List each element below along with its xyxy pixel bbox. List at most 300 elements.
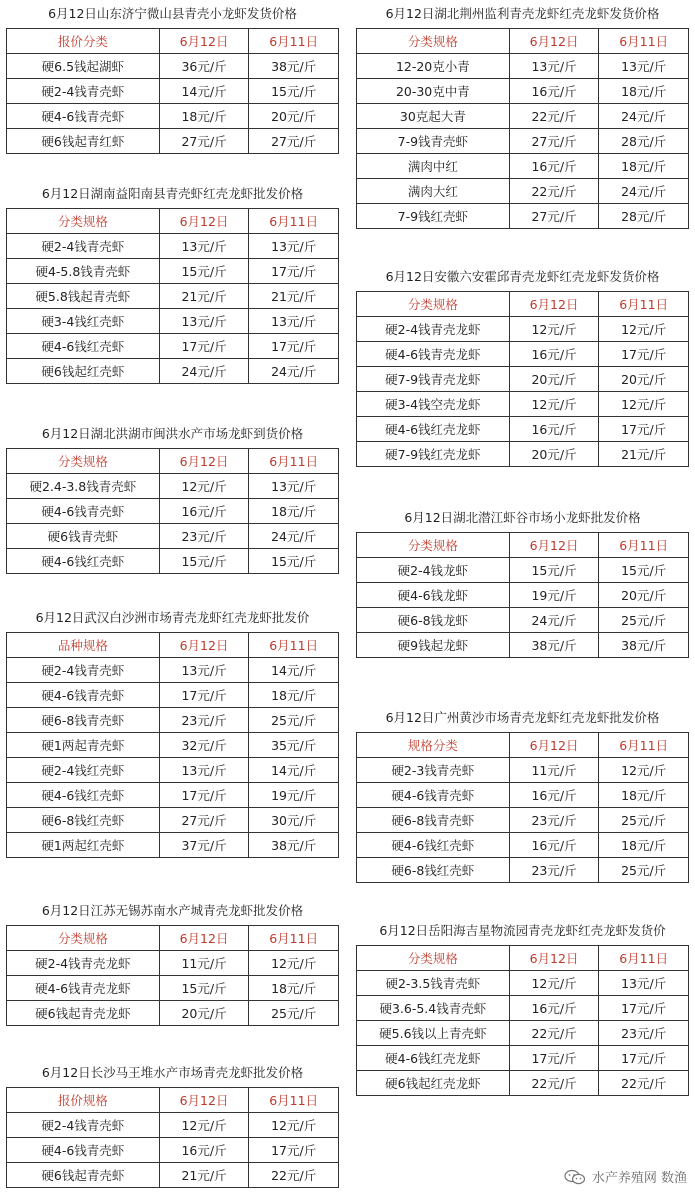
price-cell: 11元/斤 xyxy=(509,758,599,783)
price-table xyxy=(6,208,339,384)
table-row xyxy=(7,79,339,104)
table-row xyxy=(7,833,339,858)
spec-cell: 20-30克中青 xyxy=(357,79,510,104)
table-row xyxy=(357,317,689,342)
header-cell: 分类规格 xyxy=(7,209,160,234)
price-cell: 13元/斤 xyxy=(159,309,249,334)
table-title: 6月12日山东济宁微山县青壳小龙虾发货价格 xyxy=(48,6,297,21)
price-cell: 15元/斤 xyxy=(159,976,249,1001)
header-cell: 分类规格 xyxy=(357,29,510,54)
price-cell: 12元/斤 xyxy=(249,951,339,976)
price-cell: 14元/斤 xyxy=(159,79,249,104)
price-cell: 13元/斤 xyxy=(599,971,689,996)
spec-cell: 硬6钱起青壳龙虾 xyxy=(7,1001,160,1026)
table-row xyxy=(357,204,689,229)
price-cell: 24元/斤 xyxy=(509,608,599,633)
header-cell: 6月12日 xyxy=(159,633,249,658)
table-title: 6月12日长沙马王堆水产市场青壳龙虾批发价格 xyxy=(41,1065,304,1080)
price-cell: 14元/斤 xyxy=(249,658,339,683)
price-cell: 24元/斤 xyxy=(159,359,249,384)
table-row xyxy=(7,309,339,334)
price-cell: 22元/斤 xyxy=(509,179,599,204)
spec-cell: 硬4-6钱龙虾 xyxy=(357,583,510,608)
price-cell: 18元/斤 xyxy=(599,154,689,179)
header-cell: 6月11日 xyxy=(599,29,689,54)
price-cell: 17元/斤 xyxy=(599,342,689,367)
spec-cell: 硬6-8钱红壳虾 xyxy=(357,858,510,883)
price-cell: 25元/斤 xyxy=(249,1001,339,1026)
table-row xyxy=(7,733,339,758)
price-cell: 37元/斤 xyxy=(159,833,249,858)
price-cell: 15元/斤 xyxy=(509,558,599,583)
spec-cell: 硬4-6钱青壳虾 xyxy=(7,683,160,708)
price-cell: 25元/斤 xyxy=(599,808,689,833)
table-row xyxy=(357,392,689,417)
table-row xyxy=(7,1163,339,1188)
table-row xyxy=(7,976,339,1001)
price-cell: 30元/斤 xyxy=(249,808,339,833)
spec-cell: 硬4-6钱红壳龙虾 xyxy=(357,1046,510,1071)
price-cell: 19元/斤 xyxy=(509,583,599,608)
spec-cell: 硬4-6钱青壳龙虾 xyxy=(357,342,510,367)
price-cell: 13元/斤 xyxy=(509,54,599,79)
header-cell: 6月12日 xyxy=(159,209,249,234)
price-cell: 14元/斤 xyxy=(249,758,339,783)
spec-cell: 硬1两起红壳虾 xyxy=(7,833,160,858)
price-cell: 13元/斤 xyxy=(249,309,339,334)
price-cell: 12元/斤 xyxy=(249,1113,339,1138)
price-cell: 16元/斤 xyxy=(509,833,599,858)
price-table-block xyxy=(6,1065,339,1188)
price-table xyxy=(356,28,689,229)
header-cell: 分类规格 xyxy=(7,449,160,474)
table-row xyxy=(7,334,339,359)
table-header-row xyxy=(357,533,689,558)
table-title: 6月12日湖南益阳南县青壳虾红壳龙虾批发价格 xyxy=(41,186,304,201)
price-cell: 23元/斤 xyxy=(509,808,599,833)
spec-cell: 硬9钱起龙虾 xyxy=(357,633,510,658)
header-cell: 6月11日 xyxy=(249,633,339,658)
header-cell: 6月11日 xyxy=(249,209,339,234)
price-cell: 12元/斤 xyxy=(509,392,599,417)
price-cell: 12元/斤 xyxy=(599,317,689,342)
price-table xyxy=(356,945,689,1096)
table-row xyxy=(7,359,339,384)
price-cell: 32元/斤 xyxy=(159,733,249,758)
price-cell: 15元/斤 xyxy=(249,79,339,104)
price-cell: 13元/斤 xyxy=(249,474,339,499)
price-cell: 24元/斤 xyxy=(249,524,339,549)
spec-cell: 硬2-4钱青壳龙虾 xyxy=(357,317,510,342)
watermark-text: 水产养殖网 数渔 xyxy=(591,1171,687,1186)
price-cell: 22元/斤 xyxy=(599,1071,689,1096)
header-cell: 分类规格 xyxy=(357,946,510,971)
table-header-row xyxy=(7,29,339,54)
table-row xyxy=(357,104,689,129)
header-cell: 6月11日 xyxy=(249,29,339,54)
price-cell: 11元/斤 xyxy=(159,951,249,976)
price-cell: 24元/斤 xyxy=(599,179,689,204)
spec-cell: 硬6钱起青红虾 xyxy=(7,129,160,154)
spec-cell: 硬6-8钱青壳虾 xyxy=(357,808,510,833)
table-row xyxy=(357,758,689,783)
spec-cell: 硬6钱起青壳虾 xyxy=(7,1163,160,1188)
table-title: 6月12日安徽六安霍邱青壳龙虾红壳龙虾发货价格 xyxy=(385,269,660,284)
header-cell: 报价规格 xyxy=(7,1088,160,1113)
header-cell: 6月12日 xyxy=(159,29,249,54)
spec-cell: 硬2-4钱青壳虾 xyxy=(7,658,160,683)
spec-cell: 硬6-8钱龙虾 xyxy=(357,608,510,633)
table-row xyxy=(7,474,339,499)
price-cell: 20元/斤 xyxy=(509,442,599,467)
header-cell: 6月12日 xyxy=(509,29,599,54)
table-title: 6月12日湖北洪湖市闽洪水产市场龙虾到货价格 xyxy=(41,426,304,441)
header-cell: 6月12日 xyxy=(159,1088,249,1113)
table-row xyxy=(357,367,689,392)
price-cell: 21元/斤 xyxy=(249,284,339,309)
price-cell: 16元/斤 xyxy=(509,342,599,367)
price-cell: 12元/斤 xyxy=(159,474,249,499)
spec-cell: 硬6钱起红壳虾 xyxy=(7,359,160,384)
price-table xyxy=(6,28,339,154)
spec-cell: 硬6-8钱红壳虾 xyxy=(7,808,160,833)
spec-cell: 硬2-4钱青壳虾 xyxy=(7,79,160,104)
table-row xyxy=(357,608,689,633)
spec-cell: 硬3.6-5.4钱青壳虾 xyxy=(357,996,510,1021)
price-cell: 15元/斤 xyxy=(159,549,249,574)
price-cell: 13元/斤 xyxy=(249,234,339,259)
table-row xyxy=(357,1021,689,1046)
price-table-block xyxy=(356,6,689,229)
watermark xyxy=(564,1167,687,1186)
table-title: 6月12日武汉白沙洲市场青壳龙虾红壳龙虾批发价 xyxy=(35,610,310,625)
table-row xyxy=(357,558,689,583)
price-cell: 22元/斤 xyxy=(509,1071,599,1096)
spec-cell: 硬4-6钱红壳虾 xyxy=(7,549,160,574)
table-title: 6月12日湖北荆州监利青壳龙虾红壳龙虾发货价格 xyxy=(385,6,660,21)
spec-cell: 硬3-4钱空壳龙虾 xyxy=(357,392,510,417)
price-cell: 17元/斤 xyxy=(599,1046,689,1071)
price-cell: 28元/斤 xyxy=(599,204,689,229)
spec-cell: 硬2-4钱龙虾 xyxy=(357,558,510,583)
price-cell: 27元/斤 xyxy=(159,129,249,154)
price-cell: 17元/斤 xyxy=(159,683,249,708)
spec-cell: 硬2.4-3.8钱青壳虾 xyxy=(7,474,160,499)
table-row xyxy=(357,833,689,858)
price-table xyxy=(6,925,339,1026)
table-row xyxy=(357,633,689,658)
price-cell: 17元/斤 xyxy=(249,1138,339,1163)
spec-cell: 硬2-4钱青壳龙虾 xyxy=(7,951,160,976)
spec-cell: 7-9钱红壳虾 xyxy=(357,204,510,229)
spec-cell: 硬1两起青壳虾 xyxy=(7,733,160,758)
price-cell: 13元/斤 xyxy=(159,758,249,783)
price-cell: 17元/斤 xyxy=(249,334,339,359)
price-cell: 16元/斤 xyxy=(509,996,599,1021)
price-cell: 20元/斤 xyxy=(249,104,339,129)
spec-cell: 硬2-4钱青壳虾 xyxy=(7,1113,160,1138)
table-header-row xyxy=(357,29,689,54)
table-row xyxy=(357,996,689,1021)
price-cell: 16元/斤 xyxy=(509,154,599,179)
table-header-row xyxy=(7,449,339,474)
price-cell: 25元/斤 xyxy=(599,608,689,633)
price-table-block xyxy=(6,426,339,574)
header-cell: 6月11日 xyxy=(599,533,689,558)
spec-cell: 硬4-5.8钱青壳虾 xyxy=(7,259,160,284)
spec-cell: 硬4-6钱青壳龙虾 xyxy=(7,976,160,1001)
header-cell: 分类规格 xyxy=(357,292,510,317)
table-row xyxy=(7,1113,339,1138)
spec-cell: 硬4-6钱青壳虾 xyxy=(7,499,160,524)
header-cell: 规格分类 xyxy=(357,733,510,758)
table-row xyxy=(7,1001,339,1026)
table-row xyxy=(7,758,339,783)
price-cell: 19元/斤 xyxy=(249,783,339,808)
header-cell: 报价分类 xyxy=(7,29,160,54)
table-title: 6月12日湖北潜江虾谷市场小龙虾批发价格 xyxy=(404,510,641,525)
header-cell: 6月12日 xyxy=(159,926,249,951)
price-cell: 23元/斤 xyxy=(159,524,249,549)
table-row xyxy=(7,1138,339,1163)
price-table xyxy=(356,291,689,467)
price-table-block xyxy=(6,903,339,1026)
price-table-block xyxy=(356,923,689,1096)
price-cell: 38元/斤 xyxy=(249,833,339,858)
table-row xyxy=(7,549,339,574)
price-table xyxy=(356,732,689,883)
header-cell: 6月12日 xyxy=(509,292,599,317)
header-cell: 6月11日 xyxy=(599,733,689,758)
header-cell: 6月12日 xyxy=(509,533,599,558)
price-table xyxy=(6,1087,339,1188)
price-cell: 18元/斤 xyxy=(599,833,689,858)
table-row xyxy=(7,524,339,549)
table-row xyxy=(7,658,339,683)
price-cell: 20元/斤 xyxy=(599,367,689,392)
spec-cell: 满肉大红 xyxy=(357,179,510,204)
table-title: 6月12日广州黄沙市场青壳龙虾红壳龙虾批发价格 xyxy=(385,710,660,725)
price-cell: 12元/斤 xyxy=(509,317,599,342)
table-row xyxy=(7,808,339,833)
price-cell: 38元/斤 xyxy=(249,54,339,79)
price-table xyxy=(6,632,339,858)
price-table-block xyxy=(6,186,339,384)
price-cell: 38元/斤 xyxy=(509,633,599,658)
price-table xyxy=(356,532,689,658)
price-cell: 16元/斤 xyxy=(159,499,249,524)
table-row xyxy=(7,129,339,154)
table-row xyxy=(7,783,339,808)
table-header-row xyxy=(7,926,339,951)
header-cell: 分类规格 xyxy=(7,926,160,951)
table-row xyxy=(357,1071,689,1096)
price-cell: 12元/斤 xyxy=(509,971,599,996)
price-cell: 24元/斤 xyxy=(599,104,689,129)
price-cell: 22元/斤 xyxy=(509,104,599,129)
table-row xyxy=(357,54,689,79)
header-cell: 6月11日 xyxy=(249,449,339,474)
table-header-row xyxy=(357,946,689,971)
table-row xyxy=(357,971,689,996)
price-cell: 17元/斤 xyxy=(159,334,249,359)
spec-cell: 硬7-9钱青壳龙虾 xyxy=(357,367,510,392)
table-header-row xyxy=(357,733,689,758)
price-cell: 12元/斤 xyxy=(599,392,689,417)
price-cell: 23元/斤 xyxy=(599,1021,689,1046)
table-title: 6月12日岳阳海吉星物流园青壳龙虾红壳龙虾发货价 xyxy=(379,923,666,938)
header-cell: 6月12日 xyxy=(159,449,249,474)
spec-cell: 12-20克小青 xyxy=(357,54,510,79)
spec-cell: 硬2-3钱青壳虾 xyxy=(357,758,510,783)
price-cell: 15元/斤 xyxy=(159,259,249,284)
price-table xyxy=(6,448,339,574)
spec-cell: 硬4-6钱红壳虾 xyxy=(7,334,160,359)
price-cell: 21元/斤 xyxy=(599,442,689,467)
price-cell: 17元/斤 xyxy=(599,996,689,1021)
price-table-block xyxy=(356,710,689,883)
table-row xyxy=(357,342,689,367)
price-cell: 27元/斤 xyxy=(509,204,599,229)
table-header-row xyxy=(7,1088,339,1113)
spec-cell: 7-9钱青壳虾 xyxy=(357,129,510,154)
header-cell: 6月12日 xyxy=(509,946,599,971)
spec-cell: 硬6.5钱起湖虾 xyxy=(7,54,160,79)
price-cell: 27元/斤 xyxy=(249,129,339,154)
spec-cell: 硬7-9钱红壳龙虾 xyxy=(357,442,510,467)
price-cell: 18元/斤 xyxy=(249,683,339,708)
price-cell: 21元/斤 xyxy=(159,284,249,309)
spec-cell: 硬4-6钱红壳虾 xyxy=(7,783,160,808)
price-cell: 15元/斤 xyxy=(599,558,689,583)
table-row xyxy=(357,858,689,883)
price-cell: 15元/斤 xyxy=(249,549,339,574)
price-cell: 23元/斤 xyxy=(509,858,599,883)
price-cell: 36元/斤 xyxy=(159,54,249,79)
price-cell: 18元/斤 xyxy=(249,976,339,1001)
table-header-row xyxy=(357,292,689,317)
price-cell: 17元/斤 xyxy=(599,417,689,442)
table-row xyxy=(7,284,339,309)
price-cell: 12元/斤 xyxy=(159,1113,249,1138)
price-cell: 18元/斤 xyxy=(249,499,339,524)
table-row xyxy=(7,104,339,129)
price-table-block xyxy=(6,6,339,154)
table-row xyxy=(7,234,339,259)
header-cell: 分类规格 xyxy=(357,533,510,558)
price-table-block xyxy=(356,269,689,467)
price-cell: 25元/斤 xyxy=(599,858,689,883)
spec-cell: 硬4-6钱青壳虾 xyxy=(7,104,160,129)
header-cell: 6月11日 xyxy=(249,1088,339,1113)
table-row xyxy=(357,1046,689,1071)
spec-cell: 30克起大青 xyxy=(357,104,510,129)
price-cell: 27元/斤 xyxy=(159,808,249,833)
table-row xyxy=(7,708,339,733)
table-row xyxy=(357,79,689,104)
price-cell: 24元/斤 xyxy=(249,359,339,384)
table-row xyxy=(357,154,689,179)
table-row xyxy=(7,259,339,284)
price-cell: 35元/斤 xyxy=(249,733,339,758)
price-cell: 21元/斤 xyxy=(159,1163,249,1188)
price-cell: 18元/斤 xyxy=(599,79,689,104)
table-title: 6月12日江苏无锡苏南水产城青壳龙虾批发价格 xyxy=(41,903,304,918)
table-row xyxy=(7,683,339,708)
spec-cell: 硬4-6钱青壳虾 xyxy=(357,783,510,808)
price-cell: 17元/斤 xyxy=(249,259,339,284)
spec-cell: 满肉中红 xyxy=(357,154,510,179)
spec-cell: 硬4-6钱青壳虾 xyxy=(7,1138,160,1163)
table-row xyxy=(357,179,689,204)
table-row xyxy=(7,951,339,976)
price-cell: 18元/斤 xyxy=(159,104,249,129)
spec-cell: 硬2-3.5钱青壳虾 xyxy=(357,971,510,996)
price-cell: 22元/斤 xyxy=(509,1021,599,1046)
table-row xyxy=(357,129,689,154)
table-row xyxy=(357,442,689,467)
price-cell: 16元/斤 xyxy=(159,1138,249,1163)
price-cell: 16元/斤 xyxy=(509,417,599,442)
table-row xyxy=(7,499,339,524)
price-cell: 16元/斤 xyxy=(509,783,599,808)
header-cell: 6月11日 xyxy=(249,926,339,951)
spec-cell: 硬6钱起红壳龙虾 xyxy=(357,1071,510,1096)
spec-cell: 硬5.6钱以上青壳虾 xyxy=(357,1021,510,1046)
price-cell: 13元/斤 xyxy=(599,54,689,79)
table-header-row xyxy=(7,633,339,658)
price-cell: 13元/斤 xyxy=(159,234,249,259)
table-row xyxy=(357,417,689,442)
price-cell: 18元/斤 xyxy=(599,783,689,808)
spec-cell: 硬2-4钱红壳虾 xyxy=(7,758,160,783)
spec-cell: 硬3-4钱红壳虾 xyxy=(7,309,160,334)
table-row xyxy=(7,54,339,79)
price-cell: 20元/斤 xyxy=(159,1001,249,1026)
price-cell: 20元/斤 xyxy=(509,367,599,392)
price-table-block xyxy=(6,610,339,858)
header-cell: 品种规格 xyxy=(7,633,160,658)
price-cell: 13元/斤 xyxy=(159,658,249,683)
price-cell: 17元/斤 xyxy=(509,1046,599,1071)
price-cell: 38元/斤 xyxy=(599,633,689,658)
price-cell: 12元/斤 xyxy=(599,758,689,783)
spec-cell: 硬5.8钱起青壳虾 xyxy=(7,284,160,309)
header-cell: 6月12日 xyxy=(509,733,599,758)
price-cell: 27元/斤 xyxy=(509,129,599,154)
spec-cell: 硬4-6钱红壳龙虾 xyxy=(357,417,510,442)
table-header-row xyxy=(7,209,339,234)
table-row xyxy=(357,808,689,833)
spec-cell: 硬6钱青壳虾 xyxy=(7,524,160,549)
header-cell: 6月11日 xyxy=(599,292,689,317)
spec-cell: 硬4-6钱红壳虾 xyxy=(357,833,510,858)
table-row xyxy=(357,583,689,608)
price-cell: 16元/斤 xyxy=(509,79,599,104)
price-table-block xyxy=(356,510,689,658)
header-cell: 6月11日 xyxy=(599,946,689,971)
price-cell: 17元/斤 xyxy=(159,783,249,808)
price-cell: 28元/斤 xyxy=(599,129,689,154)
wechat-icon xyxy=(564,1169,586,1185)
price-cell: 25元/斤 xyxy=(249,708,339,733)
price-cell: 22元/斤 xyxy=(249,1163,339,1188)
spec-cell: 硬2-4钱青壳虾 xyxy=(7,234,160,259)
price-cell: 23元/斤 xyxy=(159,708,249,733)
table-row xyxy=(357,783,689,808)
price-cell: 20元/斤 xyxy=(599,583,689,608)
spec-cell: 硬6-8钱青壳虾 xyxy=(7,708,160,733)
